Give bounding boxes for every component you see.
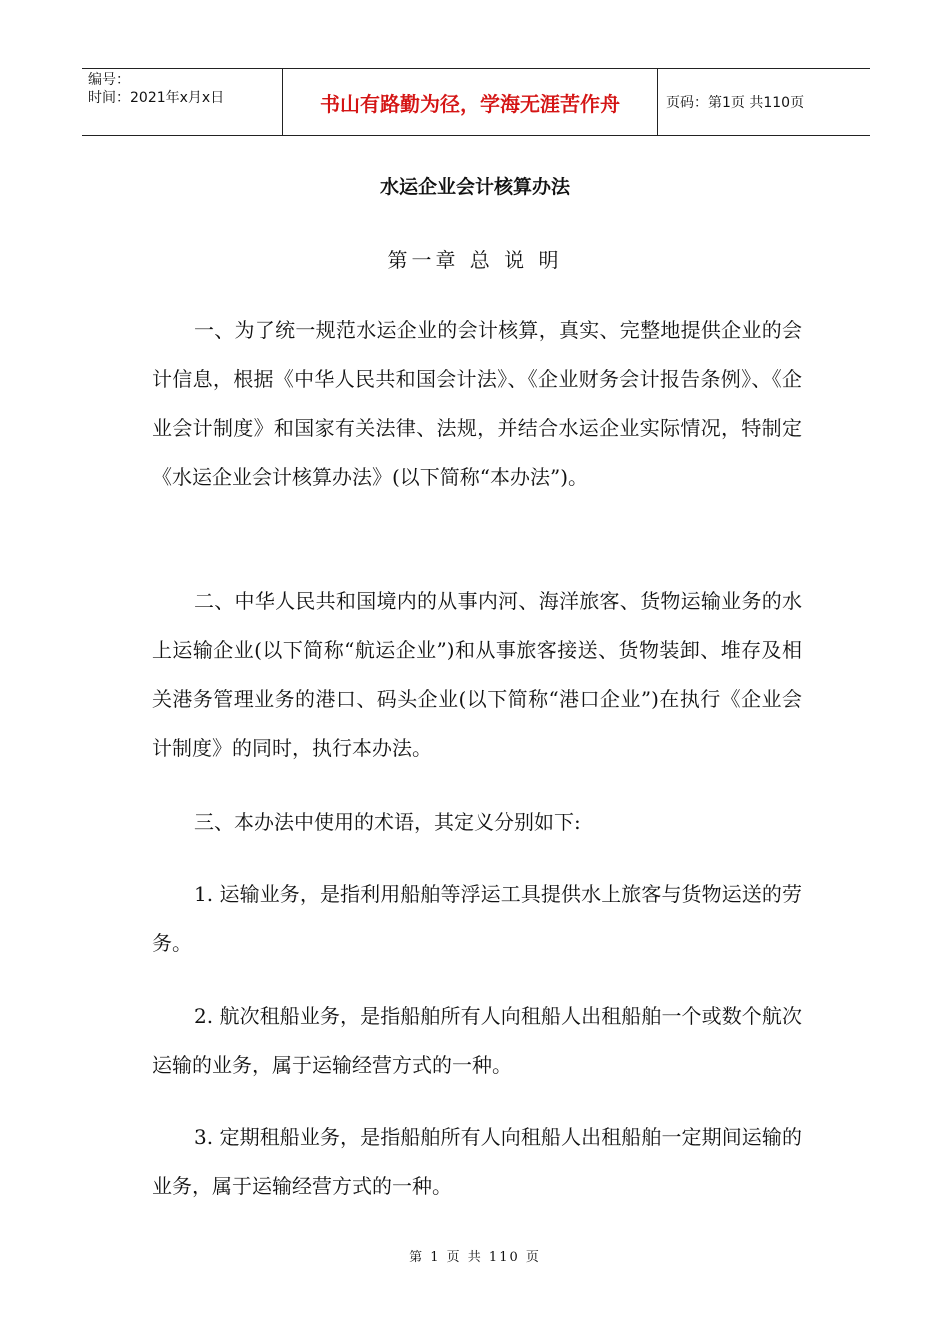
paragraph-3: 三、本办法中使用的术语，其定义分别如下: (194, 810, 581, 834)
paragraph-1: 一、为了统一规范水运企业的会计核算，真实、完整地提供企业的会计信息，根据《中华人民共和国会计法》、《企业财务会计报告条例》、《企业会计制度》和国家有关法律、法规，并结合水运企业实际情况，特制定《水运企业会计核算办法》(以下简称“本办法”)。 (152, 318, 802, 489)
document-header (82, 68, 870, 136)
time-label: 时间：2021年x月x日 (88, 90, 225, 106)
paragraph-4: 1. 运输业务，是指利用船舶等浮运工具提供水上旅客与货物运送的劳务。 (152, 882, 802, 955)
chapter-heading: 第一章 总 说 明 (387, 248, 563, 272)
code-label: 编号： (88, 72, 130, 88)
paragraph-5: 2. 航次租船业务，是指船舶所有人向租船人出租船舶一个或数个航次运输的业务，属于运输经营方式的一种。 (152, 1004, 802, 1077)
paragraph-6: 3. 定期租船业务，是指船舶所有人向租船人出租船舶一定期间运输的业务，属于运输经营方式的一种。 (152, 1125, 802, 1198)
document-title: 水运企业会计核算办法 (379, 176, 570, 198)
page-footer: 第 1 页 共 110 页 (409, 1250, 541, 1265)
header-meta (82, 69, 282, 135)
header-motto: 书山有路勤为径，学海无涯苦作舟 (282, 69, 658, 135)
header-page-info: 页码：第1页 共110页 (666, 95, 805, 111)
paragraph-2: 二、中华人民共和国境内的从事内河、海洋旅客、货物运输业务的水上运输企业(以下简称“航运企业”)和从事旅客接送、货物装卸、堆存及相关港务管理业务的港口、码头企业(以下简称“港口企业”)在执行《企业会计制度》的同时，执行本办法。 (152, 589, 802, 760)
